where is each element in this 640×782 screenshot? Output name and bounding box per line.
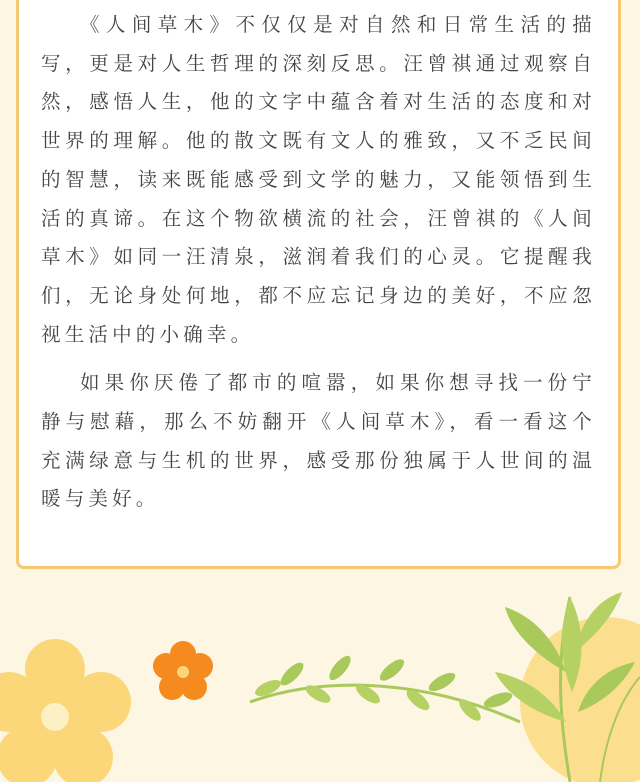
- article-card: [16, 0, 621, 569]
- article-paragraph-2: 如果你厌倦了都市的喧嚣，如果你想寻找一份宁静与慰藉，那么不妨翻开《人间草木》，看一看这个充满绿意与生机的世界，感受那份独属于人世间的温暖与美好。: [41, 371, 596, 511]
- orange-flower-icon: [153, 641, 213, 700]
- floral-decoration: [0, 582, 640, 782]
- vine-leaf-icon: [250, 653, 520, 724]
- article-paragraph-1: 《人间草木》不仅仅是对自然和日常生活的描写，更是对人生哲理的深刻反思。汪曾祺通过观察自然，感悟人生，他的文字中蕴含着对生活的态度和对世界的理解。他的散文既有文人的雅致，又不乏民间的智慧，读来既能感受到文学的魅力，又能领悟到生活的真谛。在这个物欲横流的社会，汪曾祺的《人间草木》如同一汪清泉，滋润着我们的心灵。它提醒我们，无论身处何地，都不应忘记身边的美好，不应忽视生活中的小确幸。: [41, 13, 596, 346]
- yellow-flower-icon: [0, 639, 131, 782]
